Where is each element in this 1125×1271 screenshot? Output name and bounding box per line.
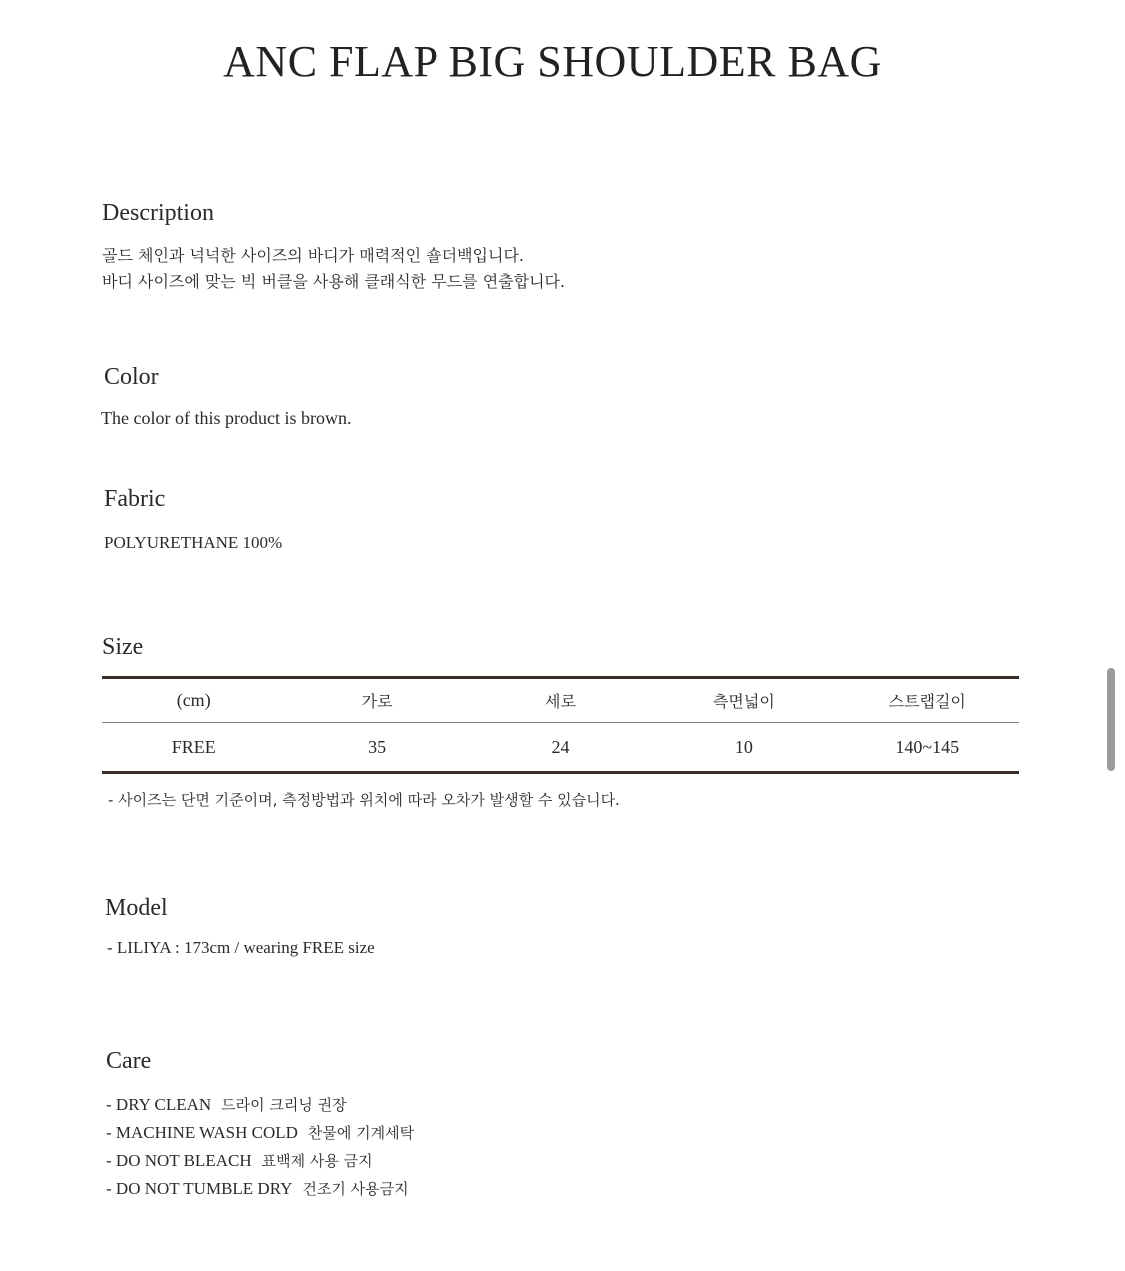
care-item-en: - DO NOT BLEACH	[106, 1151, 252, 1170]
care-item-en: - DO NOT TUMBLE DRY	[106, 1179, 293, 1198]
model-text: - LILIYA : 173cm / wearing FREE size	[107, 938, 375, 957]
table-header-cell: 가로	[361, 692, 393, 711]
table-header-cell: 세로	[545, 692, 576, 711]
scrollbar-thumb[interactable]	[1107, 668, 1115, 771]
table-cell: FREE	[171, 736, 216, 757]
table-cell: 140~145	[895, 736, 960, 757]
care-item-kr: 건조기 사용금지	[302, 1180, 409, 1198]
description-line: 골드 체인과 넉넉한 사이즈의 바디가 매력적인 숄더백입니다.	[102, 246, 525, 265]
care-item-kr: 찬물에 기계세탁	[307, 1124, 415, 1142]
care-heading: Care	[106, 1048, 152, 1074]
care-item	[106, 1119, 414, 1147]
table-header-cell: 측면넓이	[712, 692, 775, 711]
color-text: The color of this product is brown.	[101, 408, 352, 428]
table-bottom-rule	[102, 771, 1019, 774]
care-item-kr: 드라이 크리닝 권장	[221, 1096, 347, 1114]
fabric-heading: Fabric	[104, 486, 166, 512]
care-list	[106, 1091, 414, 1203]
care-item-kr: 표백제 사용 금지	[261, 1152, 373, 1170]
care-item	[106, 1147, 414, 1175]
description-line: 바디 사이즈에 맞는 빅 버클을 사용해 클래식한 무드를 연출합니다.	[102, 272, 566, 291]
care-item-en: - MACHINE WASH COLD	[106, 1123, 298, 1142]
page-title: ANC FLAP BIG SHOULDER BAG	[223, 37, 882, 86]
color-heading: Color	[104, 364, 159, 390]
description-text	[102, 243, 565, 295]
size-heading: Size	[102, 634, 144, 660]
table-header-cell: 스트랩길이	[888, 692, 966, 711]
table-cell: 10	[734, 736, 753, 757]
table-row	[102, 723, 1019, 771]
care-item	[106, 1175, 414, 1203]
model-heading: Model	[105, 895, 168, 921]
fabric-text: POLYURETHANE 100%	[104, 533, 283, 552]
care-item	[106, 1091, 414, 1119]
table-header-row	[102, 679, 1019, 722]
table-cell: 35	[368, 736, 387, 757]
size-table	[102, 676, 1019, 774]
table-cell: 24	[551, 736, 570, 757]
care-item-en: - DRY CLEAN	[106, 1095, 212, 1114]
description-heading: Description	[102, 200, 214, 226]
size-note: - 사이즈는 단면 기준이며, 측정방법과 위치에 따라 오차가 발생할 수 있습니다.	[108, 791, 620, 809]
table-header-cell: (cm)	[176, 690, 211, 710]
